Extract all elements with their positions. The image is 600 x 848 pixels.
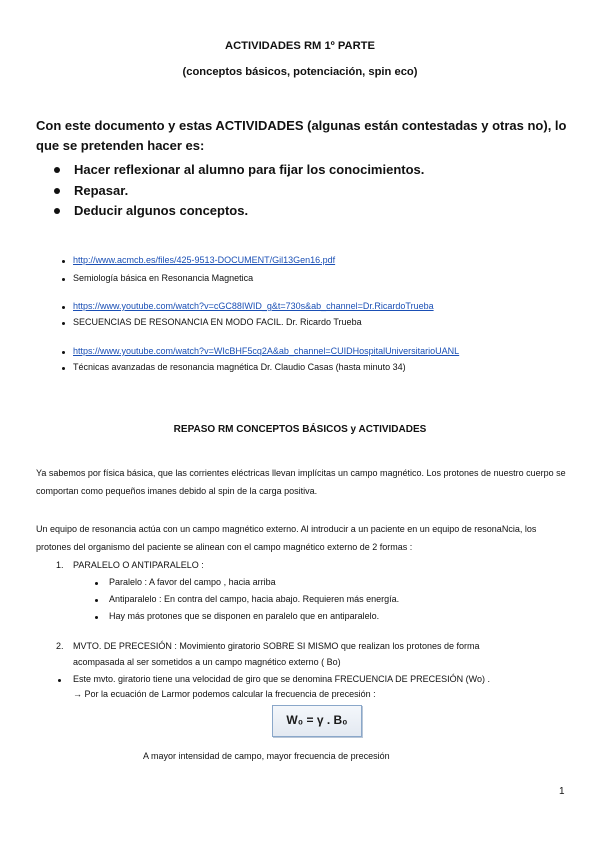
bullet-icon <box>62 367 65 370</box>
bullet-icon <box>62 306 65 309</box>
resource-description: SECUENCIAS DE RESONANCIA EN MODO FACIL. Dr. Ricardo Trueba <box>73 317 362 327</box>
resource-link[interactable]: http://www.acmcb.es/files/425-9513-DOCUMENT/Gil13Gen16.pdf <box>73 255 336 265</box>
list-item-continuation: acompasada al ser sometidos a un campo magnético externo ( Bo) <box>73 657 341 667</box>
document-subtitle: (conceptos básicos, potenciación, spin eco) <box>182 66 418 78</box>
bullet-icon <box>62 322 65 325</box>
list-item: PARALELO O ANTIPARALELO : <box>73 560 204 570</box>
paragraph: Ya sabemos por física básica, que las corrientes eléctricas llevan implícitas un campo magnético. Los protones de nuestro cuerpo se comportan como pequeños imanes debido al spin de la carga positiva. <box>36 468 566 496</box>
bullet-icon <box>95 616 98 619</box>
bullet-icon <box>95 582 98 585</box>
bullet-icon <box>58 679 61 682</box>
bullet-icon <box>62 351 65 354</box>
bullet-icon <box>62 278 65 281</box>
list-item: MVTO. DE PRECESIÓN : Movimiento giratorio SOBRE SI MISMO que realizan los protones de forma <box>73 641 480 651</box>
goal-text: Hacer reflexionar al alumno para fijar los conocimientos. <box>74 162 425 177</box>
bullet-icon <box>54 208 60 214</box>
sub-list-item: Antiparalelo : En contra del campo, hacia abajo. Requieren más energía. <box>109 594 400 604</box>
resource-link[interactable]: https://www.youtube.com/watch?v=WIcBHF5cq2A&ab_channel=CUIDHospitalUniversitarioUANL <box>73 346 460 356</box>
bullet-item: Este mvto. giratorio tiene una velocidad de giro que se denomina FRECUENCIA DE PRECESIÓN (Wo) . <box>73 674 491 684</box>
paragraph: Un equipo de resonancia actúa con un campo magnético externo. Al introducir a un paciente en un equipo de resonaNcia, los protones del organismo del paciente se alinean con el campo magnético externo de 2 formas : <box>36 524 537 552</box>
sub-list-item: Paralelo : A favor del campo , hacia arriba <box>109 577 276 587</box>
intro-paragraph: Con este documento y estas ACTIVIDADES (algunas están contestadas y otras no), lo que se pretenden hacer es: <box>36 118 567 153</box>
page-number: 1 <box>559 786 565 797</box>
list-number: 2. <box>56 641 64 651</box>
resource-description: Técnicas avanzadas de resonancia magnética Dr. Claudio Casas (hasta minuto 34) <box>73 362 406 372</box>
list-number: 1. <box>56 560 64 570</box>
bullet-icon <box>95 599 98 602</box>
document-title: ACTIVIDADES RM 1º PARTE <box>225 40 375 52</box>
resource-description: Semiología básica en Resonancia Magnetica <box>73 273 254 283</box>
formula-caption: A mayor intensidad de campo, mayor frecuencia de precesión <box>143 751 390 761</box>
formula-box <box>272 705 362 737</box>
bullet-item-continuation: → Por la ecuación de Larmor podemos calcular la frecuencia de precesión : <box>73 689 376 699</box>
larmor-equation: W₀ = γ . B₀ <box>286 713 348 727</box>
bullet-icon <box>54 167 60 173</box>
sub-list-item: Hay más protones que se disponen en paralelo que en antiparalelo. <box>109 611 380 621</box>
section-title: REPASO RM CONCEPTOS BÁSICOS y ACTIVIDADES <box>173 424 427 435</box>
goal-text: Repasar. <box>74 183 129 198</box>
goal-text: Deducir algunos conceptos. <box>74 203 249 218</box>
bullet-icon <box>62 260 65 263</box>
bullet-icon <box>54 188 60 194</box>
resource-link[interactable]: https://www.youtube.com/watch?v=cGC88IWID_g&t=730s&ab_channel=Dr.RicardoTrueba <box>73 301 434 311</box>
